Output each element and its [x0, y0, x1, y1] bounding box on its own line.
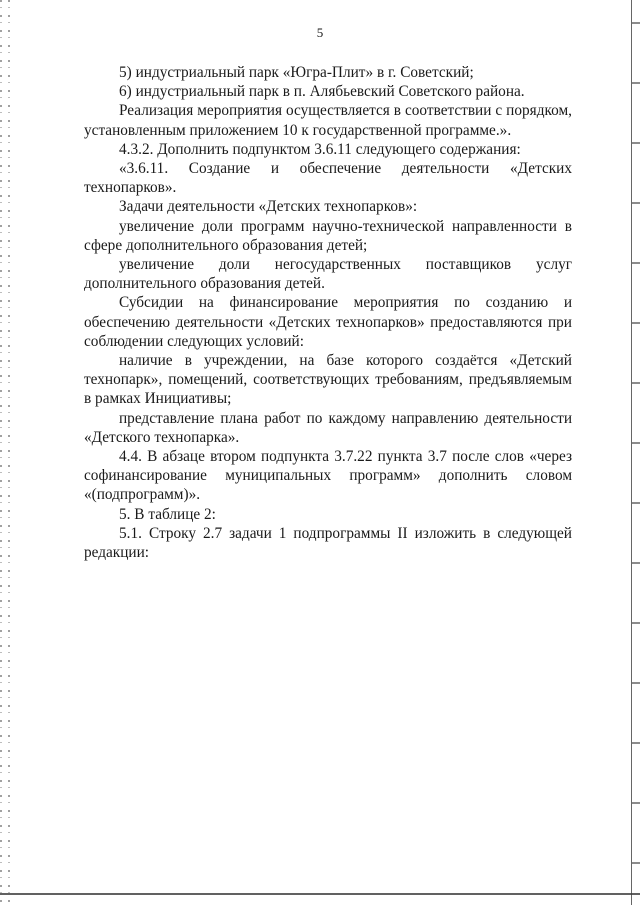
- paragraph-task-2: увеличение доли негосударственных поставщиков услуг дополнительного образования детей.: [84, 256, 572, 293]
- scan-edge-right: [631, 0, 640, 905]
- scan-edge-bottom: [0, 893, 640, 895]
- paragraph-5-1: 5.1. Строку 2.7 задачи 1 подпрограммы II изложить в следующей редакции:: [84, 524, 572, 562]
- paragraph-tasks-heading: Задачи деятельности «Детских технопарков»:: [119, 198, 418, 216]
- paragraph-4-4: 4.4. В абзаце втором подпункта 3.7.22 пункта 3.7 после слов «через софинансирование муниципальных программ» дополнить словом «(подпрограмм)».: [84, 448, 572, 504]
- paragraph-task-1: увеличение доли программ научно-технической направленности в сфере дополнительного образования детей;: [84, 217, 572, 254]
- paragraph-condition-2: представление плана работ по каждому направлению деятельности «Детского технопарка».: [84, 409, 572, 446]
- paragraph-condition-1: наличие в учреждении, на базе которого создаётся «Детский технопарк», помещений, соответствующих требованиям, предъявляемым в рамках Инициативы;: [84, 352, 572, 408]
- page-number: 5: [316, 25, 324, 40]
- paragraph-subsidy-conditions: Субсидии на финансирование мероприятия по созданию и обеспечению деятельности «Детских технопарков» предоставляются при соблюдении следующих условий:: [84, 294, 572, 350]
- paragraph-5: 5. В таблице 2:: [119, 505, 216, 523]
- document-body: [84, 63, 572, 562]
- paragraph-4-3-2: 4.3.2. Дополнить подпунктом 3.6.11 следующего содержания:: [119, 140, 521, 158]
- scan-edge-left: [0, 0, 16, 905]
- paragraph-industrial-park-ugra-plit: 5) индустриальный парк «Югра-Плит» в г. Советский;: [119, 64, 474, 81]
- paragraph-implementation-procedure: Реализация мероприятия осуществляется в соответствии с порядком, установленным приложением 10 к государственной программе.».: [84, 102, 572, 139]
- paragraph-industrial-park-alyabyevsky: 6) индустриальный парк в п. Алябьевский Советского района.: [119, 83, 525, 101]
- paragraph-3-6-11: «3.6.11. Создание и обеспечение деятельности «Детских технопарков».: [84, 160, 572, 197]
